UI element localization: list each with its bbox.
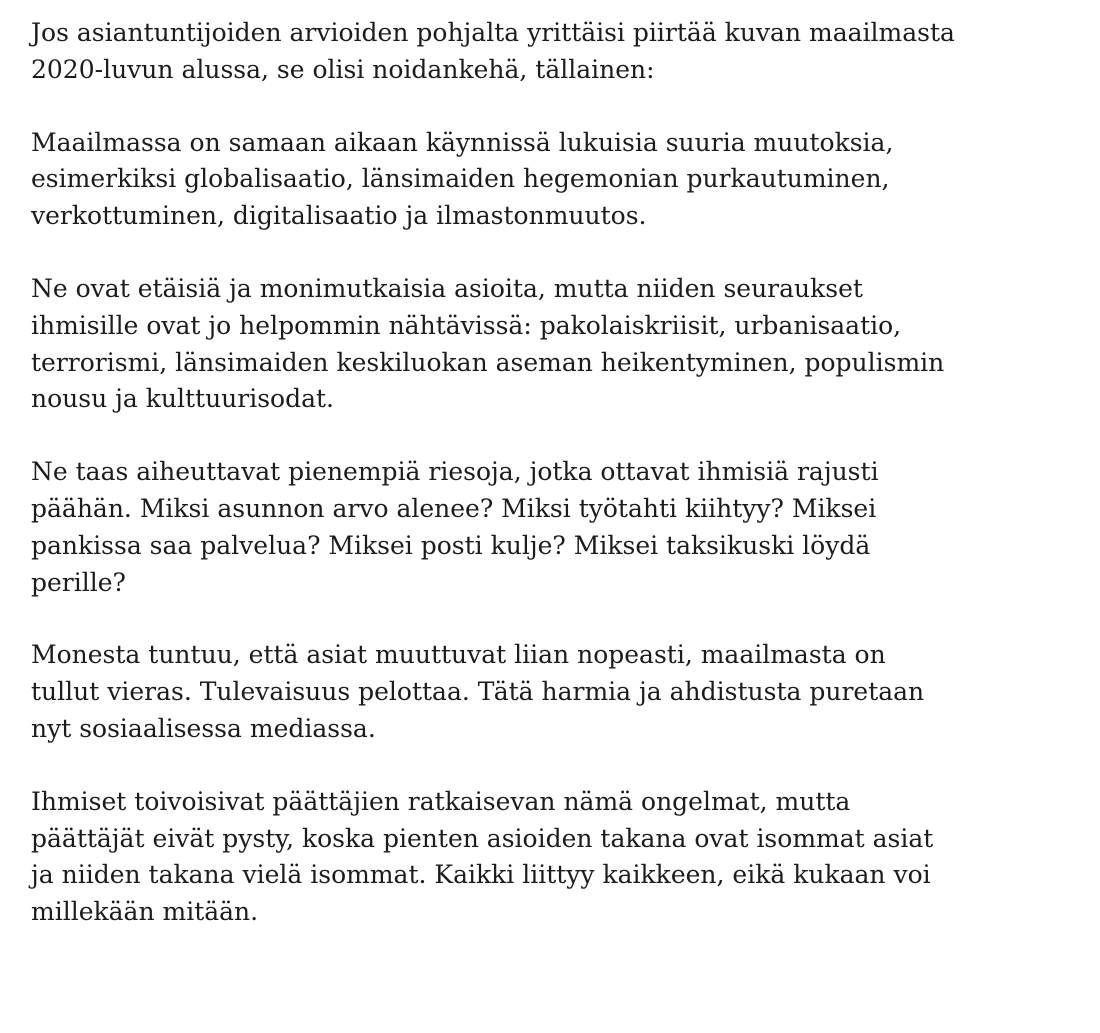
paragraph-6 bbox=[31, 784, 1070, 931]
text-line: perille? bbox=[31, 567, 126, 597]
text-line: pankissa saa palvelua? Miksei posti kulje? Miksei taksikuski löydä bbox=[31, 530, 871, 560]
text-line: ja niiden takana vielä isommat. Kaikki liittyy kaikkeen, eikä kukaan voi bbox=[31, 860, 931, 890]
text-line: nousu ja kulttuurisodat. bbox=[31, 384, 335, 414]
paragraph-1 bbox=[31, 15, 1070, 89]
paragraph-2 bbox=[31, 125, 1070, 235]
paragraph-4 bbox=[31, 454, 1070, 601]
text-line: verkottuminen, digitalisaatio ja ilmastonmuutos. bbox=[31, 201, 647, 231]
text-line: terrorismi, länsimaiden keskiluokan aseman heikentyminen, populismin bbox=[31, 347, 945, 377]
paragraph-3 bbox=[31, 271, 1070, 418]
paragraph-5 bbox=[31, 637, 1070, 747]
text-line: nyt sosiaalisessa mediassa. bbox=[31, 713, 376, 743]
text-line: Monesta tuntuu, että asiat muuttuvat liian nopeasti, maailmasta on bbox=[31, 640, 886, 670]
text-line: Ne taas aiheuttavat pienempiä riesoja, jotka ottavat ihmisiä rajusti bbox=[31, 457, 879, 487]
text-line: Maailmassa on samaan aikaan käynnissä lukuisia suuria muutoksia, bbox=[31, 127, 894, 157]
text-line: millekään mitään. bbox=[31, 897, 259, 927]
text-line: ihmisille ovat jo helpommin nähtävissä: pakolaiskriisit, urbanisaatio, bbox=[31, 310, 902, 340]
text-line: päättäjät eivät pysty, koska pienten asioiden takana ovat isommat asiat bbox=[31, 823, 934, 853]
text-line: tullut vieras. Tulevaisuus pelottaa. Tätä harmia ja ahdistusta puretaan bbox=[31, 677, 925, 707]
text-line: Ihmiset toivoisivat päättäjien ratkaisevan nämä ongelmat, mutta bbox=[31, 786, 851, 816]
text-line: 2020-luvun alussa, se olisi noidankehä, tällainen: bbox=[31, 54, 655, 84]
text-line: Ne ovat etäisiä ja monimutkaisia asioita, mutta niiden seuraukset bbox=[31, 273, 863, 303]
text-line: Jos asiantuntijoiden arvioiden pohjalta yrittäisi piirtää kuvan maailmasta bbox=[31, 18, 955, 47]
text-line: päähän. Miksi asunnon arvo alenee? Miksi työtahti kiihtyy? Miksei bbox=[31, 493, 877, 523]
text-line: esimerkiksi globalisaatio, länsimaiden hegemonian purkautuminen, bbox=[31, 164, 890, 194]
